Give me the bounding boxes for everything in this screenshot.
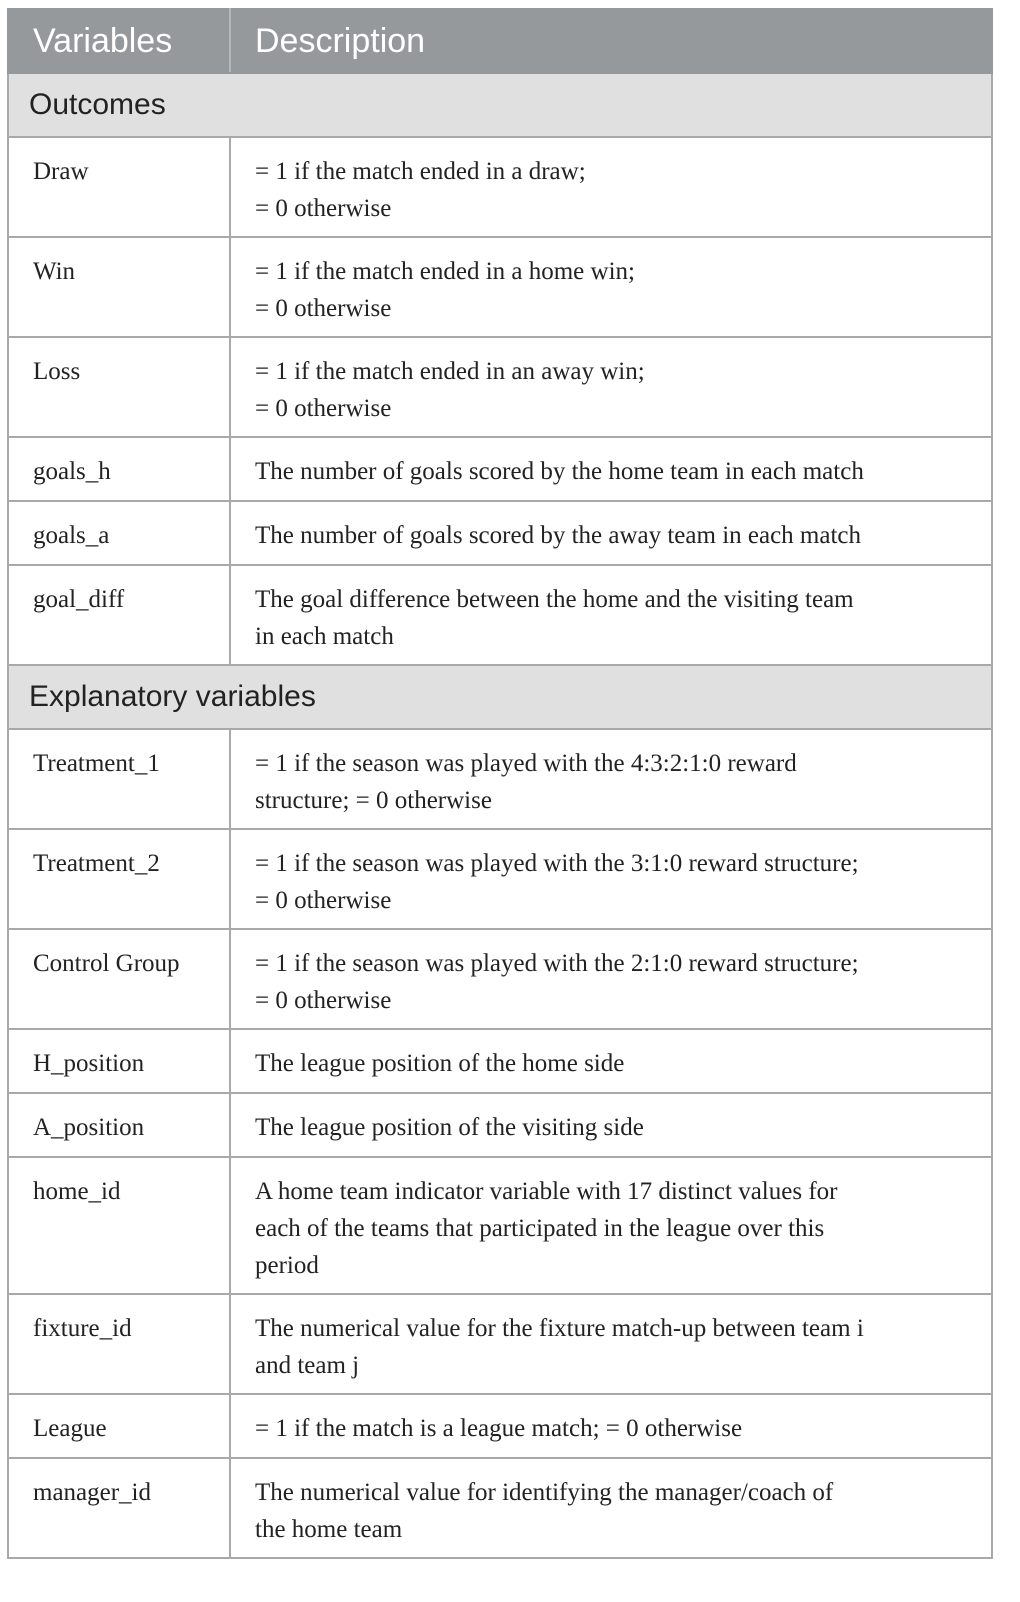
- variable-cell: Treatment_2: [8, 829, 230, 929]
- description-cell: [230, 1458, 992, 1558]
- variable-cell: manager_id: [8, 1458, 230, 1558]
- table-header-row: [8, 9, 992, 73]
- description-line: = 1 if the match ended in a draw;: [255, 158, 586, 185]
- table-row: [8, 829, 992, 929]
- table-row: [8, 729, 992, 829]
- description-line: = 1 if the match ended in an away win;: [255, 358, 645, 385]
- table-row: [8, 237, 992, 337]
- description-line: = 1 if the season was played with the 2:1:0 reward structure;: [255, 950, 859, 977]
- section-row: [8, 665, 992, 729]
- section-row: [8, 73, 992, 137]
- description-line: in each match: [255, 623, 394, 650]
- description-cell: [230, 237, 992, 337]
- table-row: [8, 929, 992, 1029]
- description-line: = 0 otherwise: [255, 395, 392, 422]
- variable-cell: Control Group: [8, 929, 230, 1029]
- description-line: The numerical value for the fixture match-up between team i: [255, 1315, 864, 1342]
- description-line: The number of goals scored by the away team in each match: [255, 522, 862, 549]
- description-line: A home team indicator variable with 17 distinct values for: [255, 1178, 838, 1205]
- section-title: Explanatory variables: [8, 665, 992, 729]
- description-line: = 1 if the match ended in a home win;: [255, 258, 635, 285]
- variable-cell: Draw: [8, 137, 230, 237]
- variables-table: [7, 8, 993, 1559]
- description-cell: [230, 1029, 992, 1093]
- variable-cell: A_position: [8, 1093, 230, 1157]
- description-line: = 0 otherwise: [255, 987, 392, 1014]
- section-title: Outcomes: [8, 73, 992, 137]
- table-row: [8, 1394, 992, 1458]
- variable-cell: goal_diff: [8, 565, 230, 665]
- header-variables: Variables: [8, 9, 230, 73]
- header-description: Description: [230, 9, 992, 73]
- description-line: period: [255, 1252, 319, 1279]
- description-line: = 0 otherwise: [255, 295, 392, 322]
- description-cell: [230, 1394, 992, 1458]
- description-line: The goal difference between the home and the visiting team: [255, 586, 854, 613]
- description-cell: [230, 501, 992, 565]
- description-cell: [230, 337, 992, 437]
- variable-cell: goals_h: [8, 437, 230, 501]
- description-line: each of the teams that participated in the league over this: [255, 1215, 825, 1242]
- description-line: The league position of the home side: [255, 1050, 625, 1077]
- table-row: [8, 1093, 992, 1157]
- description-line: The numerical value for identifying the manager/coach of: [255, 1479, 834, 1506]
- table-row: [8, 137, 992, 237]
- variable-cell: fixture_id: [8, 1294, 230, 1394]
- description-cell: [230, 437, 992, 501]
- table-row: [8, 565, 992, 665]
- table-body: [8, 73, 992, 1558]
- description-cell: [230, 729, 992, 829]
- table-row: [8, 437, 992, 501]
- description-cell: [230, 1157, 992, 1294]
- description-cell: [230, 1294, 992, 1394]
- description-line: = 1 if the season was played with the 4:3:2:1:0 reward: [255, 750, 797, 777]
- table-row: [8, 1458, 992, 1558]
- variable-cell: goals_a: [8, 501, 230, 565]
- description-line: structure; = 0 otherwise: [255, 787, 492, 814]
- description-line: = 1 if the match is a league match; = 0 otherwise: [255, 1415, 743, 1442]
- description-line: = 0 otherwise: [255, 887, 392, 914]
- variable-cell: Win: [8, 237, 230, 337]
- description-line: The number of goals scored by the home team in each match: [255, 458, 864, 485]
- description-cell: [230, 565, 992, 665]
- description-line: the home team: [255, 1516, 403, 1543]
- variable-cell: H_position: [8, 1029, 230, 1093]
- description-line: The league position of the visiting side: [255, 1114, 644, 1141]
- variable-cell: Treatment_1: [8, 729, 230, 829]
- table-row: [8, 1029, 992, 1093]
- description-cell: [230, 929, 992, 1029]
- description-cell: [230, 137, 992, 237]
- table-row: [8, 1157, 992, 1294]
- table-row: [8, 501, 992, 565]
- description-cell: [230, 829, 992, 929]
- description-line: = 0 otherwise: [255, 195, 392, 222]
- description-line: and team j: [255, 1352, 360, 1379]
- variable-cell: League: [8, 1394, 230, 1458]
- variables-table-container: [7, 8, 991, 1559]
- description-cell: [230, 1093, 992, 1157]
- variable-cell: home_id: [8, 1157, 230, 1294]
- description-line: = 1 if the season was played with the 3:1:0 reward structure;: [255, 850, 859, 877]
- table-row: [8, 1294, 992, 1394]
- variable-cell: Loss: [8, 337, 230, 437]
- table-row: [8, 337, 992, 437]
